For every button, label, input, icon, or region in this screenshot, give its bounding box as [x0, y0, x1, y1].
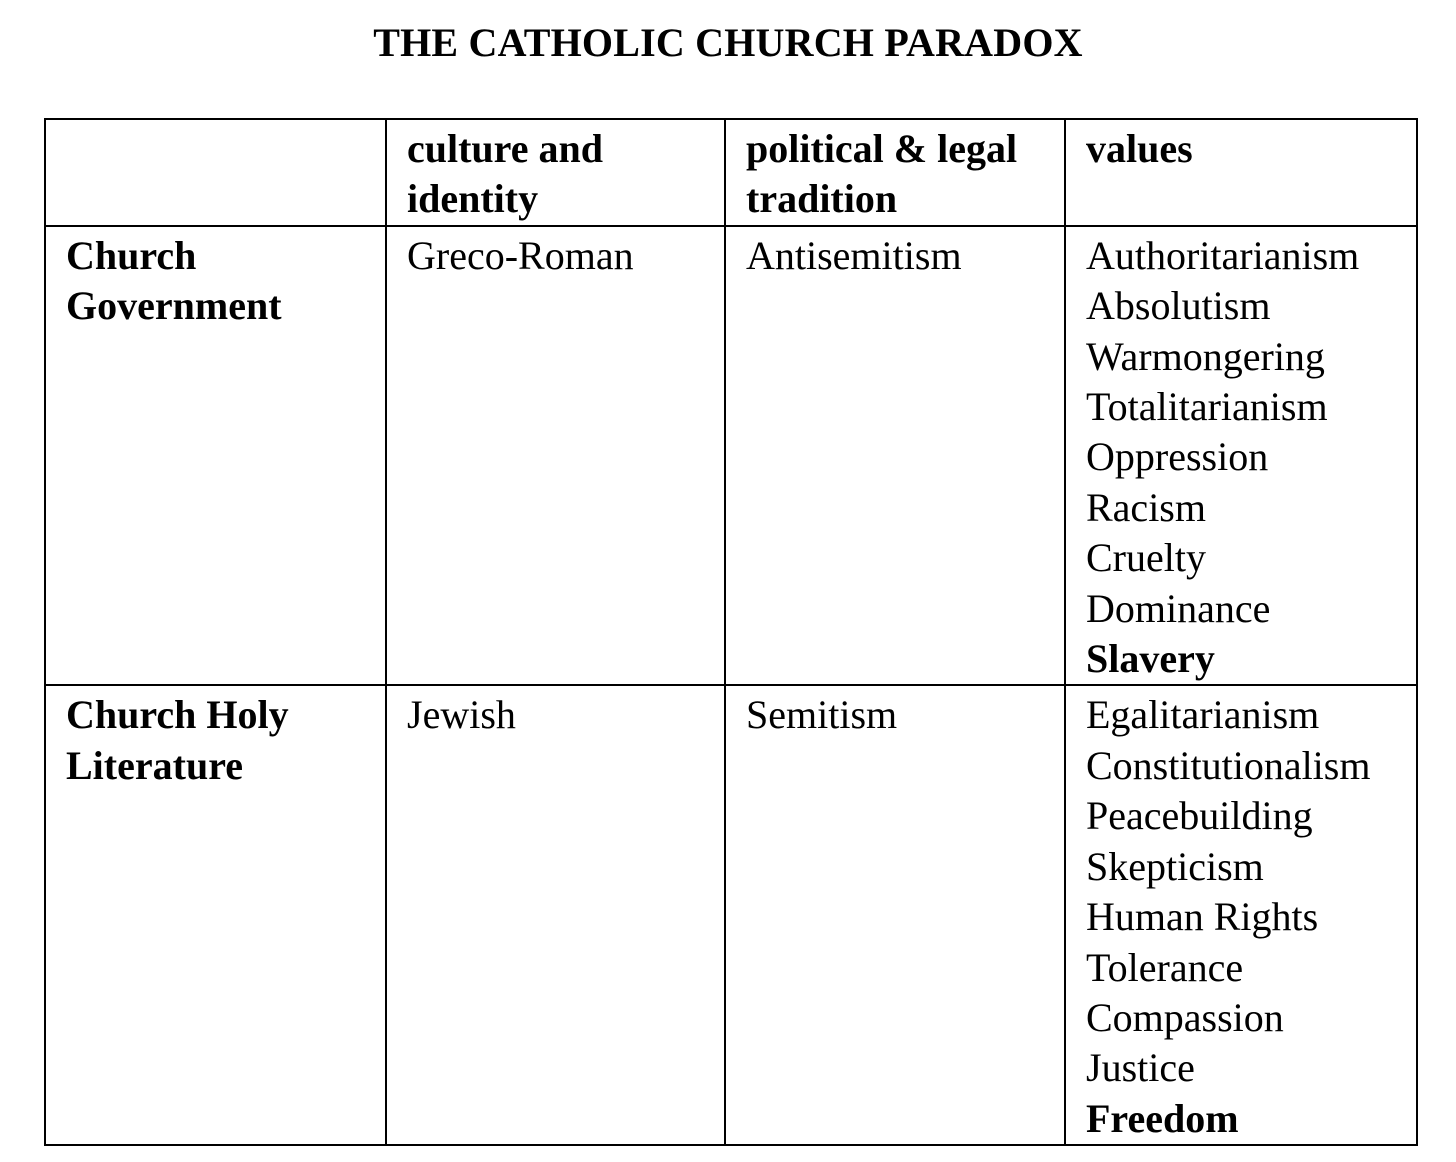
- value-item: Skepticism: [1086, 843, 1264, 889]
- value-item-emphasis: Slavery: [1086, 636, 1215, 682]
- value-item: Racism: [1086, 484, 1206, 530]
- value-item: Dominance: [1086, 585, 1271, 631]
- page-title: THE CATHOLIC CHURCH PARADOX: [373, 20, 1083, 65]
- row-label-church-government: Church Government: [45, 226, 386, 686]
- row-label-church-holy-literature: Church Holy Literature: [45, 685, 386, 1145]
- cell-culture-church-government: Greco-Roman: [386, 226, 725, 686]
- table-header-row: [45, 119, 1417, 226]
- value-item: Justice: [1086, 1045, 1195, 1091]
- value-item: Oppression: [1086, 434, 1269, 480]
- cell-values-church-government: [1065, 226, 1417, 686]
- header-cell-values: values: [1065, 119, 1417, 226]
- header-cell-culture: culture and identity: [386, 119, 725, 226]
- cell-political-church-government: Antisemitism: [725, 226, 1065, 686]
- cell-culture-church-holy-literature: Jewish: [386, 685, 725, 1145]
- table-row-church-government: [45, 226, 1417, 686]
- value-item: Compassion: [1086, 994, 1284, 1040]
- header-cell-empty: [45, 119, 386, 226]
- value-item: Peacebuilding: [1086, 793, 1313, 839]
- paradox-table: [44, 118, 1418, 1146]
- value-item: Egalitarianism: [1086, 692, 1320, 738]
- table-row-church-holy-literature: [45, 685, 1417, 1145]
- cell-political-church-holy-literature: Semitism: [725, 685, 1065, 1145]
- value-item: Tolerance: [1086, 944, 1244, 990]
- value-item: Absolutism: [1086, 283, 1271, 329]
- cell-values-church-holy-literature: [1065, 685, 1417, 1145]
- value-item: Cruelty: [1086, 535, 1206, 581]
- value-item-emphasis: Freedom: [1086, 1095, 1239, 1141]
- value-item: Constitutionalism: [1086, 742, 1371, 788]
- value-item: Totalitarianism: [1086, 384, 1328, 430]
- value-item: Warmongering: [1086, 333, 1325, 379]
- header-cell-political: political & legal tradition: [725, 119, 1065, 226]
- value-item: Authoritarianism: [1086, 232, 1360, 278]
- value-item: Human Rights: [1086, 894, 1319, 940]
